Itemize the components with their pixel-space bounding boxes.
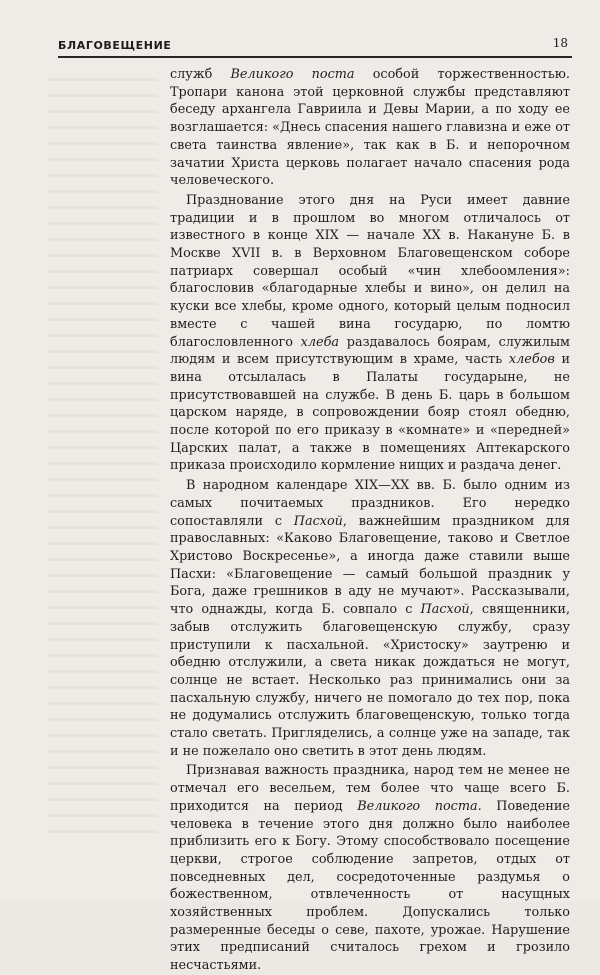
paragraph xyxy=(170,192,570,475)
paragraph xyxy=(170,477,570,760)
text-run: , священники, забыв отслужить благовещенскую службу, сразу приступили к пасхальной. «Христоску» заутреню и обедню отслужили, а света никак дождаться не могут, солнце не встает. Несколько раз принимались они за пасхальную службу, ничего не помогало до тех пор, пока не додумались отслужить благовещенскую, только тогда стало светать. Пригляделись, а солнце уже на западе, так и не пожелало оно светить в этот день людям. xyxy=(170,602,571,759)
body-text xyxy=(170,66,570,975)
italic-term: Пасхой xyxy=(420,602,470,618)
text-run: Празднование этого дня на Руси имеет давние традиции и в прошлом во многом отличалось от известного в конце XIX — начале XX в. Накануне Б. в Москве XVII в. в Верховном Благовещенском соборе патриарх совершал особый «чин хлебоомления»: благословив «благодарные хлебы и вино», он делил на куски все хлебы, кроме одного, который целым подносил вместе с чашей вина государю, по ломтю благословленного xyxy=(170,192,570,350)
running-title: БЛАГОВЕЩЕНИЕ xyxy=(58,39,172,52)
paragraph xyxy=(170,66,570,190)
text-run: особой торжественностью. Тропари канона этой церковной службы представляют беседу архангела Гавриила и Девы Марии, а по ходу ее возглашается: «Днесь спасения нашего главизна и еже от света таинства явление», так как в Б. и непорочном зачатии Христа церковь полагает начало спасения рода человеческого. xyxy=(170,67,570,189)
text-run: служб xyxy=(170,67,231,82)
italic-term: Великого поста. xyxy=(357,798,482,814)
text-run: раздавалось боярам, служилым людям и всем присутствующим в храме, часть xyxy=(170,334,570,368)
page-number: 18 xyxy=(552,36,568,50)
text-run: , важнейшим праздником для православных: «Каково Благовещение, таково и Светлое Христово Воскресенье», а иногда даже ставили выше Пасхи: «Благовещение — самый большой праздник у Бога, даже грешников в аду не мучают». Рассказывали, что однажды, когда Б. совпало с xyxy=(170,513,570,618)
page-header xyxy=(58,30,572,58)
text-run: Признавая важность праздника, народ тем не менее не отмечал его весельем, тем более что чаще всего Б. приходится на период xyxy=(170,763,570,814)
italic-term: хлеба xyxy=(300,334,340,350)
text-run: Поведение человека в течение этого дня должно было наиболее приблизить его к Богу. Этому способствовало посещение церкви, строгое соблюдение запретов, отдых от повседневных дел, сосредоточенные раздумья о божественном, отвлеченность от насущных хозяйственных проблем. Допускались только размеренные беседы о севе, пахоте, урожае. Нарушение этих предписаний считалось грехом и грозило несчастьями. xyxy=(170,798,571,974)
bleed-through-shadow xyxy=(48,78,158,838)
italic-term: хлебов xyxy=(508,352,555,368)
italic-term: Великого поста xyxy=(230,67,355,82)
text-run: и вина отсылалась в Палаты государыне, не присутствовавшей на службе. В день Б. царь в большом царском наряде, в сопровождении бояр стоял обедню, после которой по его приказу в «комнате» и «передней» Царских палат, а также в помещениях Аптекарского приказа происходило кормление нищих и раздача денег. xyxy=(170,352,570,474)
italic-term: Пасхой xyxy=(293,513,343,529)
text-run: В народном календаре XIX—XX вв. Б. было одним из самых почитаемых праздников. Его нередко сопоставляли с xyxy=(170,478,570,529)
paragraph xyxy=(170,762,570,974)
